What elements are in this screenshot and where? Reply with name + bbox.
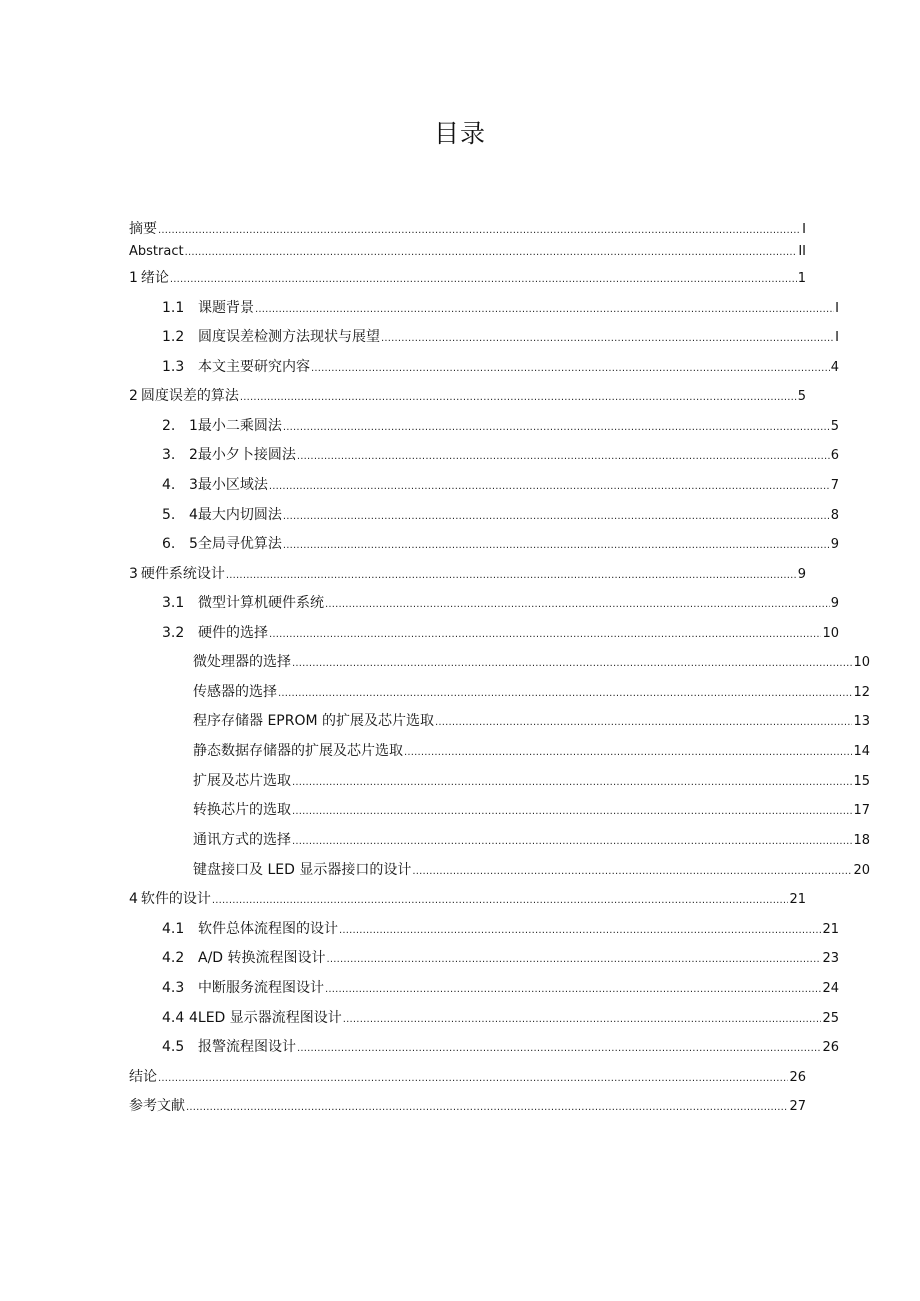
toc-entry-label: 课题背景	[198, 300, 254, 316]
toc-entry-page: 27	[789, 1099, 806, 1114]
toc-entry-label: 通讯方式的选择	[193, 832, 291, 848]
toc-entry-section-4-1[interactable]	[129, 918, 839, 940]
toc-entry-label: 2最小夕卜接圆法	[189, 447, 296, 463]
dot-leader	[186, 1097, 788, 1119]
toc-entry-label: 4最大内切圆法	[189, 507, 282, 523]
dot-leader	[311, 358, 830, 380]
toc-entry-label: 键盘接口及 LED 显示器接口的设计	[193, 862, 412, 878]
toc-entry-section-4-5[interactable]	[129, 1036, 839, 1058]
toc-entry-page: 23	[822, 951, 839, 966]
dot-leader	[381, 328, 834, 350]
toc-entry-section-2-3[interactable]	[129, 474, 839, 496]
toc-entry-subsection[interactable]	[129, 799, 870, 821]
toc-entry-label: 圆度误差的算法	[140, 388, 239, 404]
toc-entry-conclusion[interactable]	[129, 1066, 806, 1088]
dot-leader	[283, 417, 830, 439]
toc-entry-page: 5	[797, 389, 806, 404]
toc-entry-label: 3最小区域法	[189, 477, 268, 493]
toc-entry-page: 8	[830, 508, 839, 523]
toc-entry-page: I	[835, 301, 839, 316]
toc-entry-page: 10	[822, 626, 839, 641]
dot-leader	[212, 890, 789, 912]
toc-entry-chapter-4[interactable]	[129, 888, 806, 910]
toc-entry-number: 6.	[162, 536, 176, 552]
toc-entry-number: 1	[129, 270, 138, 286]
toc-entry-subsection[interactable]	[129, 651, 870, 673]
toc-entry-label: 报警流程图设计	[198, 1039, 296, 1055]
toc-entry-label: 本文主要研究内容	[198, 359, 310, 375]
toc-entry-section-4-3[interactable]	[129, 977, 839, 999]
toc-entry-label: 结论	[129, 1069, 157, 1085]
dot-leader	[283, 506, 830, 528]
dot-leader	[435, 712, 852, 734]
dot-leader	[404, 742, 852, 764]
toc-entry-abstract-en[interactable]	[129, 241, 806, 263]
dot-leader	[283, 535, 830, 557]
toc-entry-label: 摘要	[129, 221, 157, 237]
dot-leader	[412, 861, 852, 883]
toc-entry-number: 5.	[162, 507, 176, 523]
toc-entry-label: 1最小二乘圆法	[189, 418, 282, 434]
toc-entry-number: 1.3	[162, 359, 185, 375]
toc-entry-page: 15	[853, 774, 870, 789]
toc-entry-number: 4.2	[162, 950, 185, 966]
toc-entry-number: 3.	[162, 447, 176, 463]
toc-entry-label: 转换芯片的选取	[193, 802, 291, 818]
toc-entry-subsection[interactable]	[129, 710, 870, 732]
toc-entry-number: 2	[129, 388, 138, 404]
toc-entry-chapter-1[interactable]	[129, 267, 806, 289]
toc-entry-label: 绪论	[140, 270, 169, 286]
toc-entry-section-1-2[interactable]	[129, 326, 839, 348]
toc-entry-section-2-4[interactable]	[129, 504, 839, 526]
toc-entry-number: 3.2	[162, 625, 185, 641]
toc-entry-label: 软件总体流程图的设计	[198, 921, 338, 937]
toc-entry-page: 21	[822, 922, 839, 937]
dot-leader	[255, 299, 834, 321]
toc-entry-page: I	[802, 222, 806, 237]
toc-entry-number: 4.1	[162, 921, 185, 937]
dot-leader	[269, 476, 830, 498]
toc-entry-label: 5全局寻优算法	[189, 536, 282, 552]
toc-entry-label: 传感器的选择	[193, 684, 277, 700]
toc-entry-page: 1	[797, 271, 806, 286]
toc-entry-page: 9	[830, 596, 839, 611]
toc-entry-subsection[interactable]	[129, 681, 870, 703]
toc-entry-label: 硬件的选择	[198, 625, 268, 641]
toc-entry-chapter-2[interactable]	[129, 385, 806, 407]
toc-entry-section-1-1[interactable]	[129, 297, 839, 319]
toc-entry-number: 4	[129, 891, 138, 907]
toc-entry-number: 4.	[162, 477, 176, 493]
toc-entry-section-4-4[interactable]	[129, 1007, 839, 1029]
toc-entry-chapter-3[interactable]	[129, 563, 806, 585]
dot-leader	[292, 831, 852, 853]
toc-entry-label: 扩展及芯片选取	[193, 773, 291, 789]
dot-leader	[158, 1068, 788, 1090]
toc-entry-subsection[interactable]	[129, 770, 870, 792]
toc-entry-label: 硬件系统设计	[140, 566, 225, 582]
toc-entry-page: 9	[797, 567, 806, 582]
toc-entry-page: 24	[822, 981, 839, 996]
dot-leader	[325, 979, 821, 1001]
toc-entry-page: 7	[830, 478, 839, 493]
toc-entry-number: 1.2	[162, 329, 185, 345]
dot-leader	[343, 1009, 822, 1031]
toc-entry-label: 圆度误差检测方法现状与展望	[198, 329, 380, 345]
toc-entry-label: 静态数据存储器的扩展及芯片选取	[193, 743, 403, 759]
dot-leader	[240, 387, 797, 409]
toc-entry-page: 6	[830, 448, 839, 463]
toc-entry-page: 5	[830, 419, 839, 434]
toc-entry-section-4-2[interactable]	[129, 947, 839, 969]
toc-entry-number: 1.1	[162, 300, 185, 316]
toc-entry-section-2-2[interactable]	[129, 444, 839, 466]
toc-entry-page: 14	[853, 744, 870, 759]
toc-entry-page: II	[798, 244, 806, 259]
dot-leader	[292, 772, 852, 794]
dot-leader	[185, 242, 798, 264]
toc-entry-page: 10	[853, 655, 870, 670]
toc-entry-page: 12	[853, 685, 870, 700]
toc-entry-number: 3	[129, 566, 138, 582]
toc-entry-page: 13	[853, 714, 870, 729]
dot-leader	[292, 801, 852, 823]
toc-entry-label: A/D 转换流程图设计	[198, 950, 326, 966]
toc-entry-number: 2.	[162, 418, 176, 434]
toc-entry-page: 17	[853, 803, 870, 818]
toc-entry-section-3-1[interactable]	[129, 592, 839, 614]
toc-entry-page: 4	[830, 360, 839, 375]
toc-entry-section-1-3[interactable]	[129, 356, 839, 378]
toc-entry-label: 参考文献	[129, 1098, 185, 1114]
toc-entry-label: 微型计算机硬件系统	[198, 595, 324, 611]
toc-entry-page: 21	[789, 892, 806, 907]
dot-leader	[158, 220, 801, 242]
dot-leader	[226, 565, 797, 587]
toc-entry-references[interactable]	[129, 1095, 806, 1117]
toc-entry-page: 9	[830, 537, 839, 552]
toc-entry-subsection[interactable]	[129, 859, 870, 881]
dot-leader	[327, 949, 822, 971]
toc-entry-label: 中断服务流程图设计	[198, 980, 324, 996]
toc-entry-section-2-1[interactable]	[129, 415, 839, 437]
toc-entry-page: 20	[853, 863, 870, 878]
dot-leader	[269, 624, 821, 646]
toc-entry-abstract-cn[interactable]	[129, 218, 806, 240]
page-title: 目录	[433, 119, 486, 148]
toc-entry-page: 25	[822, 1011, 839, 1026]
toc-entry-number: 4.3	[162, 980, 185, 996]
toc-entry-label: Abstract	[129, 244, 184, 259]
dot-leader	[297, 446, 830, 468]
toc-entry-page: 26	[822, 1040, 839, 1055]
toc-entry-subsection[interactable]	[129, 829, 870, 851]
dot-leader	[339, 920, 821, 942]
toc-entry-number: 4.5	[162, 1039, 185, 1055]
toc-entry-label: 程序存储器 EPROM 的扩展及芯片选取	[193, 713, 435, 729]
dot-leader	[297, 1038, 821, 1060]
toc-entry-page: 26	[789, 1070, 806, 1085]
toc-entry-page: I	[835, 330, 839, 345]
toc-entry-subsection[interactable]	[129, 740, 870, 762]
dot-leader	[292, 653, 852, 675]
toc-entry-label: 4LED 显示器流程图设计	[189, 1010, 342, 1026]
dot-leader	[170, 269, 797, 291]
toc-entry-number: 4.4	[162, 1010, 185, 1026]
dot-leader	[325, 594, 830, 616]
toc-entry-number: 3.1	[162, 595, 185, 611]
toc-entry-label: 微处理器的选择	[193, 654, 291, 670]
toc-entry-section-3-2[interactable]	[129, 622, 839, 644]
dot-leader	[278, 683, 852, 705]
toc-entry-page: 18	[853, 833, 870, 848]
toc-entry-label: 软件的设计	[140, 891, 211, 907]
toc-entry-section-2-5[interactable]	[129, 533, 839, 555]
